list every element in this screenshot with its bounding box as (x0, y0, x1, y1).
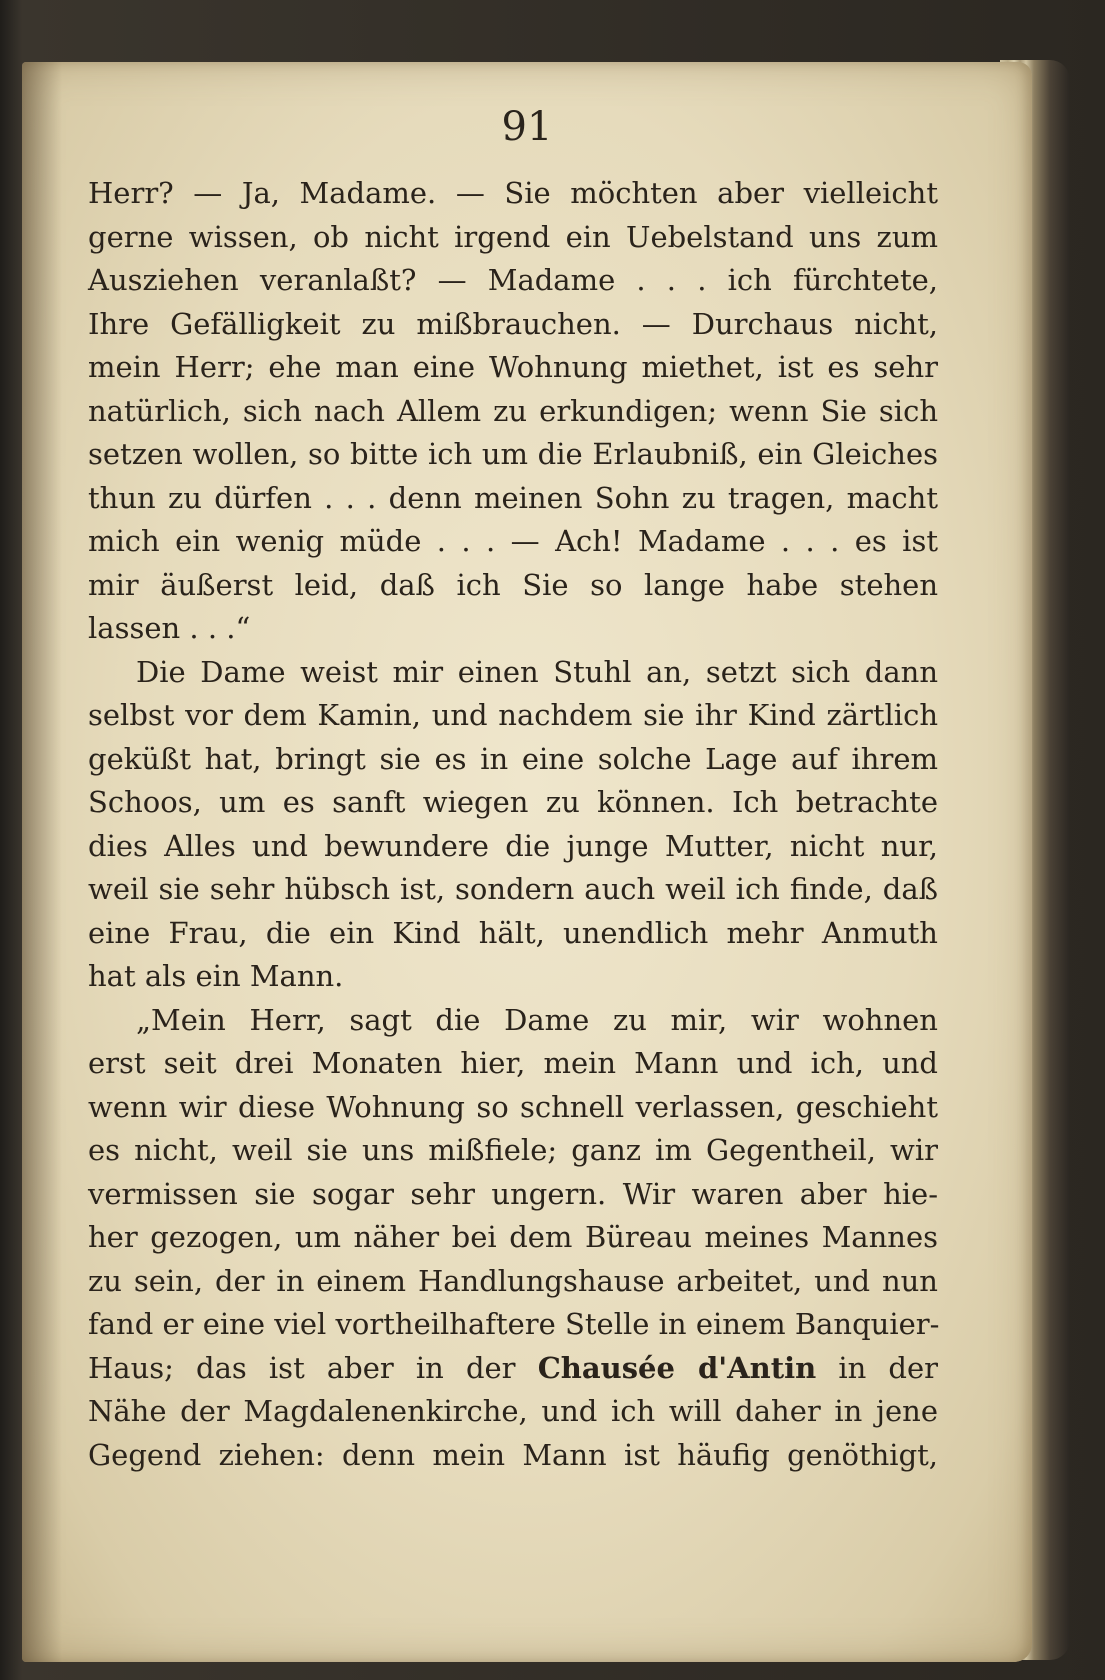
text-line: Ihre Gefälligkeit zu mißbrauchen. — Durchaus nicht, (88, 306, 938, 341)
text-line: eine Frau, die ein Kind hält, unendlich mehr Anmuth (88, 915, 938, 950)
text-line: selbst vor dem Kamin, und nachdem sie ihr Kind zärtlich (88, 698, 938, 732)
text-line: Schoos, um es sanft wiegen zu können. Ich betrachte (88, 785, 938, 819)
text-segment: Haus; das ist aber in der (88, 1350, 516, 1385)
text-line: Gegend ziehen: denn mein Mann ist häufig genöthigt, (88, 1437, 938, 1472)
text-line: fand er eine viel vortheilhaftere Stelle in einem Banquier- (88, 1307, 940, 1341)
text-line: gerne wissen, ob nicht irgend ein Uebelstand uns zum (88, 219, 938, 254)
text-line: mein Herr; ehe man eine Wohnung miethet, ist es sehr (88, 350, 938, 384)
text-line: wenn wir diese Wohnung so schnell verlassen, geschieht (88, 1089, 938, 1124)
text-line: zu sein, der in einem Handlungshause arbeitet, und nun (88, 1263, 938, 1298)
text-line: vermissen sie sogar sehr ungern. Wir waren aber hie- (88, 1176, 938, 1211)
place-name: Chausée d'Antin (537, 1350, 817, 1385)
text-line: setzen wollen, so bitte ich um die Erlaubniß, ein Gleiches (88, 437, 938, 471)
text-line: lassen . . .“ (88, 611, 251, 645)
text-line: Nähe der Magdalenenkirche, und ich will daher in jene (88, 1394, 938, 1428)
paragraph-start-line: „Mein Herr, sagt die Dame zu mir, wir wohnen (136, 1002, 938, 1037)
text-line: geküßt hat, bringt sie es in eine solche Lage auf ihrem (88, 741, 938, 776)
page-number: 91 (501, 104, 553, 150)
paragraph-start-line: Die Dame weist mir einen Stuhl an, setzt sich dann (136, 654, 938, 689)
text-line: weil sie sehr hübsch ist, sondern auch weil ich finde, daß (88, 872, 938, 906)
text-line-with-place-name (88, 1347, 938, 1391)
text-line: es nicht, weil sie uns mißfiele; ganz im Gegentheil, wir (88, 1133, 938, 1167)
body-text (88, 172, 938, 1477)
text-line: natürlich, sich nach Allem zu erkundigen; wenn Sie sich (88, 393, 938, 428)
gutter-shadow (22, 62, 62, 1662)
text-line: Ausziehen veranlaßt? — Madame . . . ich fürchtete, (88, 263, 938, 297)
text-line: erst seit drei Monaten hier, mein Mann und ich, und (88, 1046, 938, 1080)
text-line: thun zu dürfen . . . denn meinen Sohn zu tragen, macht (88, 480, 938, 515)
book-page (22, 62, 1032, 1662)
text-line: Herr? — Ja, Madame. — Sie möchten aber vielleicht (88, 176, 938, 210)
text-line: mich ein wenig müde . . . — Ach! Madame . . . es ist (88, 524, 938, 558)
text-line: hat als ein Mann. (88, 959, 344, 993)
text-line: mir äußerst leid, daß ich Sie so lange habe stehen (88, 567, 938, 602)
text-line: her gezogen, um näher bei dem Büreau meines Mannes (88, 1220, 938, 1254)
text-line: dies Alles und bewundere die junge Mutter, nicht nur, (88, 828, 938, 863)
text-segment: in der (838, 1350, 939, 1385)
